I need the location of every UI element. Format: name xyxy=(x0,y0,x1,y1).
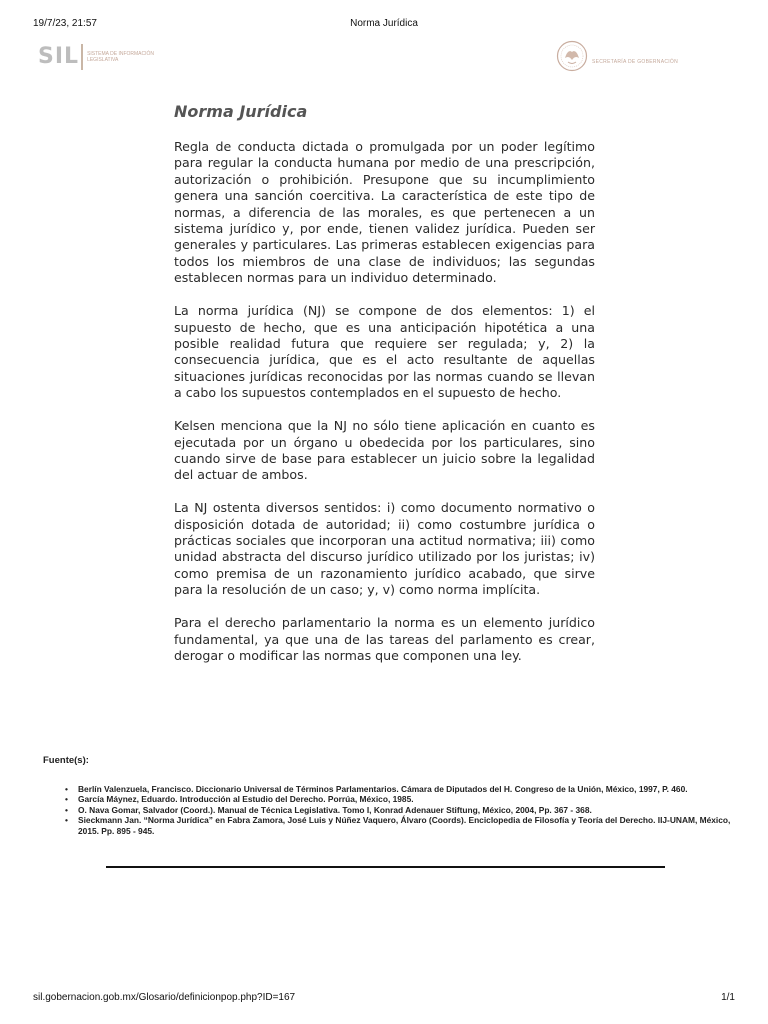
paragraph: Regla de conducta dictada o promulgada por un poder legítimo para regular la conducta humana por medio de una prescripción, autorización o prohibición. Presupone que su incumplimiento genera una sanción coercitiva. La característica de este tipo de normas, a diferencia de las morales, es que pertenecen a un sistema jurídico y, por ende, tienen validez jurídica. Pueden ser generales y particulares. Las primeras establecen exigencias para todos los miembros de una clase de individuos; las segundas establecen normas para un individuo determinado. xyxy=(174,139,595,286)
gobernacion-logo-text: SECRETARÍA DE GOBERNACIÓN xyxy=(592,59,679,65)
print-datetime: 19/7/23, 21:57 xyxy=(33,18,97,29)
article-body xyxy=(174,139,595,681)
source-text: Berlín Valenzuela, Francisco. Diccionario Universal de Términos Parlamentarios. Cámara de Diputados del H. Congreso de la Unión, México, 1997, P. 460. xyxy=(78,784,688,794)
sil-logo-mark: SIL xyxy=(38,44,80,69)
source-item xyxy=(65,784,733,794)
print-header xyxy=(33,18,735,32)
print-page-title: Norma Jurídica xyxy=(350,18,418,29)
print-url: sil.gobernacion.gob.mx/Glosario/definicionpop.php?ID=167 xyxy=(33,992,296,1003)
bullet-icon: • xyxy=(65,804,68,815)
print-footer xyxy=(33,992,735,1006)
sources-label: Fuente(s): xyxy=(43,755,89,766)
sil-logo xyxy=(38,43,157,71)
horizontal-divider xyxy=(106,866,665,868)
eagle-seal-icon xyxy=(556,40,588,72)
sources-list xyxy=(65,784,733,836)
sil-logo-divider xyxy=(81,44,83,70)
source-item xyxy=(65,794,733,805)
source-text: O. Nava Gomar, Salvador (Coord.). Manual de Técnica Legislativa. Tomo I, Konrad Adenauer Stiftung, México, 2004, Pp. 367 - 368. xyxy=(78,804,592,815)
bullet-icon: • xyxy=(65,794,68,805)
gobernacion-logo xyxy=(556,40,678,72)
paragraph: Para el derecho parlamentario la norma es un elemento jurídico fundamental, ya que una de las tareas del parlamento es crear, derogar o modificar las normas que componen una ley. xyxy=(174,615,595,663)
paragraph: La NJ ostenta diversos sentidos: i) como documento normativo o disposición dotada de autoridad; ii) como costumbre jurídica o prácticas sociales que incorporan una actitud normativa; iii) como unidad abstracta del discurso jurídico utilizado por los juristas; iv) como premisa de un razonamiento jurídico acabado, que sirve para la resolución de un caso; y, v) como norma implícita. xyxy=(174,500,595,598)
page-title: Norma Jurídica xyxy=(174,102,308,121)
source-item xyxy=(65,815,733,836)
sil-logo-subtitle: SISTEMA DE INFORMACIÓN LEGISLATIVA xyxy=(87,51,155,63)
source-text: Sieckmann Jan. “Norma Jurídica” en Fabra Zamora, José Luis y Núñez Vaquero, Álvaro (Coords). Enciclopedia de Filosofía y Teoría del Derecho. IIJ-UNAM, México, 2015. Pp. 895 - 945. xyxy=(78,815,731,836)
bullet-icon: • xyxy=(65,815,68,826)
source-item xyxy=(65,804,733,815)
paragraph: Kelsen menciona que la NJ no sólo tiene aplicación en cuanto es ejecutada por un órgano u obedecida por los particulares, sino cuando sirve de base para establecer un juicio sobre la legalidad del actuar de ambos. xyxy=(174,418,595,483)
bullet-icon: • xyxy=(65,784,68,794)
print-page-number: 1/1 xyxy=(721,992,735,1003)
source-text: García Máynez, Eduardo. Introducción al Estudio del Derecho. Porrúa, México, 1985. xyxy=(78,794,414,805)
paragraph: La norma jurídica (NJ) se compone de dos elementos: 1) el supuesto de hecho, que es una anticipación hipotética a una posible realidad futura que requiere ser regulada; y, 2) la consecuencia jurídica, que es el acto resultante de aquellas situaciones jurídicas reconocidas por las normas cuando se llevan a cabo los supuestos contemplados en el supuesto de hecho. xyxy=(174,303,595,401)
